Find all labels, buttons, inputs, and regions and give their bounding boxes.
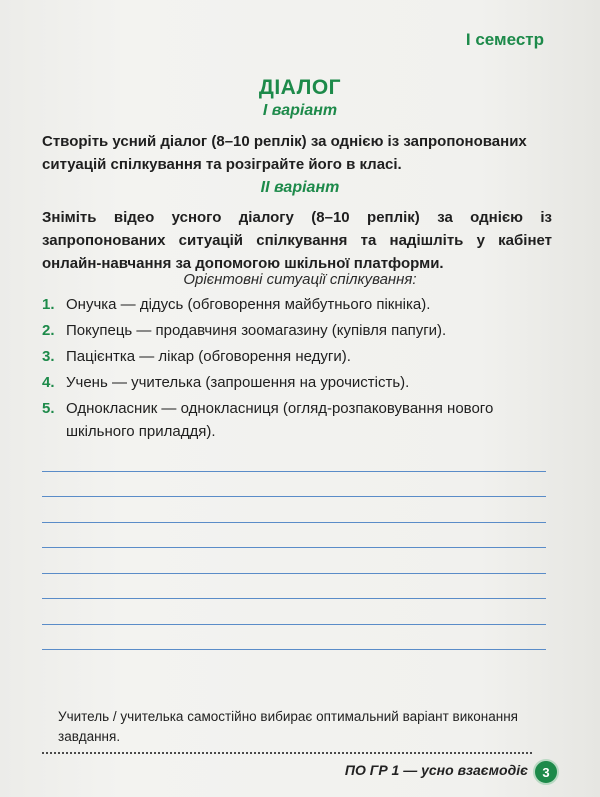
writing-line[interactable]	[42, 497, 546, 523]
item-text: Онучка — дідусь (обговорення майбутнього пікніка).	[66, 296, 431, 313]
variant-2-task: Зніміть відео усного діалогу (8–10 реплік) за однією із запропонованих ситуацій спілкування та надішліть у кабінет онлайн-навчання за допомогою шкільної платформи.	[42, 209, 552, 272]
semester-label: I семестр	[465, 30, 544, 49]
list-item	[42, 319, 552, 342]
item-number: 4.	[42, 374, 55, 391]
list-item	[42, 293, 552, 316]
footer-series: ПО ГР 1 — усно взаємодіє	[344, 762, 528, 778]
writing-line[interactable]	[42, 472, 546, 498]
writing-lines[interactable]	[42, 446, 546, 650]
variant-1-heading: І варіант	[262, 102, 338, 119]
writing-line[interactable]	[42, 599, 546, 625]
item-number: 1.	[42, 296, 55, 313]
writing-line[interactable]	[42, 625, 546, 651]
situations-title: Орієнтовні ситуації спілкування:	[183, 271, 417, 288]
dotted-divider	[42, 752, 532, 754]
item-number: 2.	[42, 322, 55, 339]
list-item	[42, 397, 552, 443]
writing-line[interactable]	[42, 523, 546, 549]
item-text: Пацієнтка — лікар (обговорення недуги).	[66, 348, 351, 365]
writing-line[interactable]	[42, 548, 546, 574]
page-number-badge: 3	[533, 759, 559, 785]
variant-2-heading: ІІ варіант	[260, 179, 340, 196]
page-title: ДІАЛОГ	[258, 76, 342, 99]
variant-1-task: Створіть усний діалог (8–10 реплік) за однією із запропонованих ситуацій спілкування та розіграйте його в класі.	[42, 133, 527, 173]
writing-line[interactable]	[42, 574, 546, 600]
item-number: 3.	[42, 348, 55, 365]
item-text: Покупець — продавчиня зоомагазину (купівля папуги).	[66, 322, 447, 339]
item-text: Однокласник — однокласниця (огляд-розпаковування нового шкільного приладдя).	[66, 400, 494, 440]
item-number: 5.	[42, 400, 55, 417]
list-item	[42, 345, 552, 368]
teacher-note: Учитель / учителька самостійно вибирає оптимальний варіант виконання завдання.	[58, 709, 518, 744]
item-text: Учень — учителька (запрошення на урочистість).	[66, 374, 410, 391]
list-item	[42, 371, 552, 394]
situations-list	[42, 293, 552, 446]
writing-line[interactable]	[42, 446, 546, 472]
